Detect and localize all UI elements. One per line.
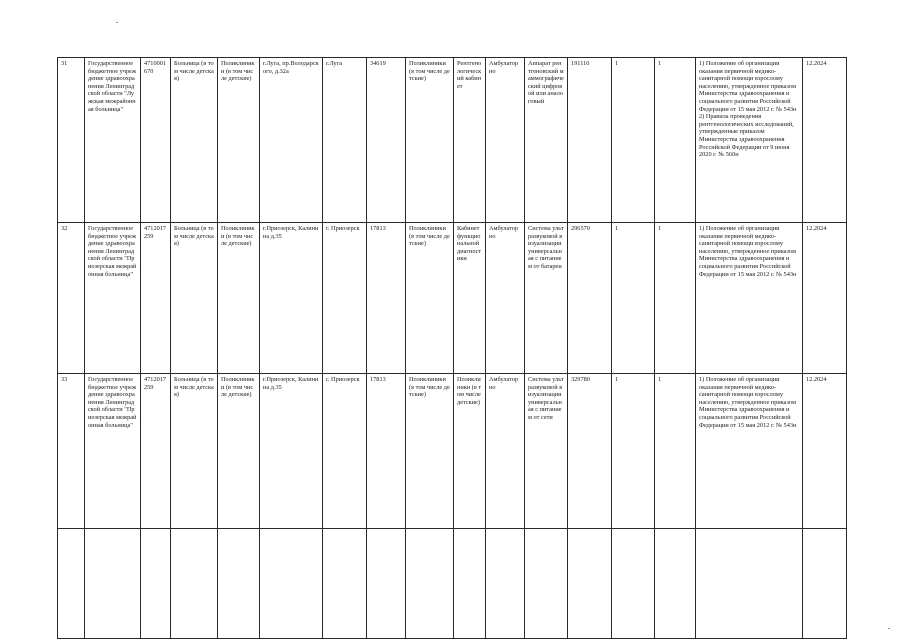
- cell-row-number: 33: [58, 374, 85, 529]
- cell-okato-code: 17813: [367, 223, 406, 374]
- cell-facility-type: Больница (в том числе детская): [171, 58, 218, 223]
- cell-row-number: 31: [58, 58, 85, 223]
- cell-nomenclature-code: 296570: [568, 223, 612, 374]
- cell-organization: Государственное бюджетное учреждение здравоохранения Ленинградской области "Приозерская межрайонная больница": [85, 374, 141, 529]
- cell-organization: Государственное бюджетное учреждение здравоохранения Ленинградской области "Приозерская межрайонная больница": [85, 223, 141, 374]
- cell-nomenclature-code: 191110: [568, 58, 612, 223]
- cell-address: г.Приозерск, Калинина д.35: [260, 374, 323, 529]
- cell-okato-code: 17813: [367, 374, 406, 529]
- cell-facility-type: Больница (в том числе детская): [171, 374, 218, 529]
- cell-equipment: Система ультразвуковой визуализации универсальная с питанием от сети: [525, 374, 568, 529]
- cell-quantity-required: 1: [612, 223, 655, 374]
- cell-quantity-supplied: 1: [655, 58, 696, 223]
- cell-cabinet: Рентгенологический кабинет: [454, 58, 486, 223]
- cell-date: 12.2024: [803, 223, 847, 374]
- cell-row-number: 32: [58, 223, 85, 374]
- cell-unit: Поликлиники (в том числе детские): [406, 223, 454, 374]
- cell-care-form: Амбулаторно: [486, 58, 525, 223]
- cell-department: Поликлиники (в том числе детские): [218, 374, 260, 529]
- table-row: [58, 58, 847, 223]
- cell-cabinet: Поликлиники (в том числе детские): [454, 374, 486, 529]
- cell-quantity-supplied: 1: [655, 374, 696, 529]
- cell-department: Поликлиники (в том числе детские): [218, 58, 260, 223]
- cell-settlement: г. Приозерск: [323, 374, 367, 529]
- cell-nomenclature-code: 329780: [568, 374, 612, 529]
- cell-org-code: 4710001670: [141, 58, 171, 223]
- cell-regulations: 1) Положение об организации оказания первичной медико-санитарной помощи взрослому населению, утвержденное приказом Министерства здравоохранения и социального развития Российской Федерации от 15 мая 2012 г. № 543н 2) Правила проведения рентгенологических исследований, утвержденные приказом Министерства здравоохранения Российской Федерации от 9 июня 2020 г. № 560н: [696, 58, 803, 223]
- cell-org-code: 4712017259: [141, 223, 171, 374]
- cell-care-form: Амбулаторно: [486, 374, 525, 529]
- scan-speck: [116, 22, 118, 23]
- cell-organization: Государственное бюджетное учреждение здравоохранения Ленинградской области "Лужская межрайонная больница": [85, 58, 141, 223]
- cell-equipment: Аппарат рентгеновский маммографический цифровой или аналоговый: [525, 58, 568, 223]
- cell-unit: Поликлиники (в том числе детские): [406, 374, 454, 529]
- equipment-table: [57, 57, 847, 639]
- cell-regulations: 1) Положение об организации оказания первичной медико-санитарной помощи взрослому населению, утвержденное приказом Министерства здравоохранения и социального развития Российской Федерации от 15 мая 2012 г. № 543н: [696, 374, 803, 529]
- table-row: [58, 374, 847, 529]
- cell-regulations: 1) Положение об организации оказания первичной медико-санитарной помощи взрослому населению, утвержденное приказом Министерства здравоохранения и социального развития Российской Федерации от 15 мая 2012 г. № 543н: [696, 223, 803, 374]
- cell-date: 12.2024: [803, 374, 847, 529]
- cell-address: г.Луга, пр.Володарского, д.32а: [260, 58, 323, 223]
- cell-quantity-required: 1: [612, 58, 655, 223]
- cell-quantity-required: 1: [612, 374, 655, 529]
- cell-date: 12.2024: [803, 58, 847, 223]
- cell-settlement: г. Приозерск: [323, 223, 367, 374]
- cell-org-code: 4712017259: [141, 374, 171, 529]
- cell-department: Поликлиники (в том числе детские): [218, 223, 260, 374]
- cell-okato-code: 34619: [367, 58, 406, 223]
- cell-cabinet: Кабинет функциональной диагностики: [454, 223, 486, 374]
- cell-care-form: Амбулаторно: [486, 223, 525, 374]
- scan-speck: [888, 628, 890, 629]
- cell-quantity-supplied: 1: [655, 223, 696, 374]
- cell-address: г.Приозерск, Калинина д.35: [260, 223, 323, 374]
- cell-facility-type: Больница (в том числе детская): [171, 223, 218, 374]
- cell-unit: Поликлиники (в том числе детские): [406, 58, 454, 223]
- table-row: [58, 223, 847, 374]
- table-row-empty: [58, 529, 847, 639]
- cell-settlement: г.Луга: [323, 58, 367, 223]
- cell-equipment: Система ультразвуковой визуализации универсальная с питанием от батареи: [525, 223, 568, 374]
